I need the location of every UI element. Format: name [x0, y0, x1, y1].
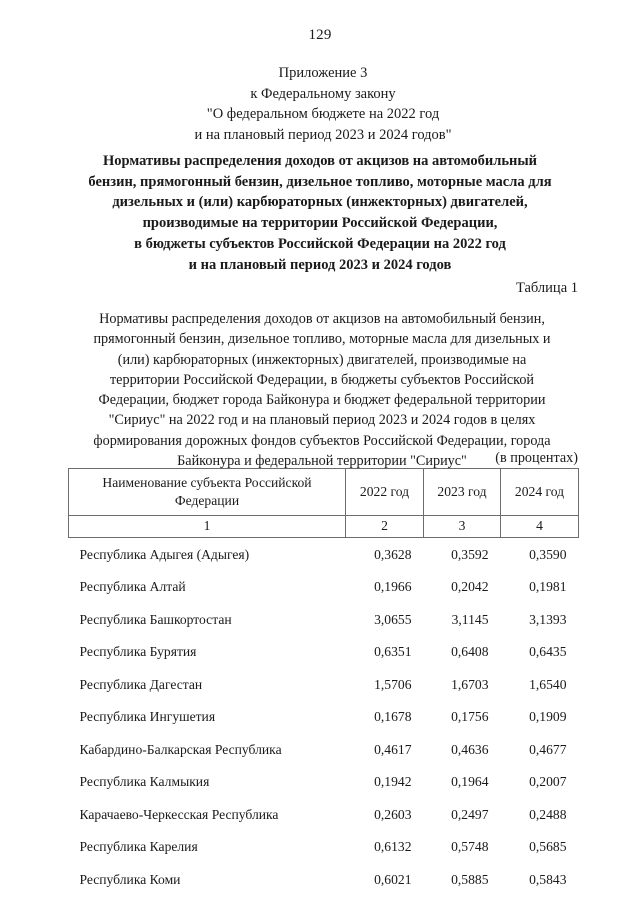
cell-y2024: 0,1909	[529, 709, 567, 724]
cell-y2023: 0,5885	[451, 871, 489, 887]
table-header	[69, 469, 579, 538]
paragraph-line: Нормативы распределения доходов от акцизов на автомобильный бензин,	[99, 311, 545, 327]
table-row	[69, 538, 579, 571]
heading-line: в бюджеты субъектов Российской Федерации на 2022 год	[134, 235, 506, 252]
reference-line: Приложение 3	[278, 65, 368, 81]
cell-y2024: 0,5685	[529, 839, 567, 854]
cell-y2024: 0,4677	[529, 741, 567, 757]
table-label: Таблица 1	[515, 280, 578, 296]
cell-subject: Республика Коми	[79, 871, 181, 887]
cell-y2023: 0,4636	[451, 741, 489, 757]
column-number-1: 1	[69, 516, 346, 538]
cell-y2023: 0,2042	[451, 579, 489, 594]
lead-paragraph	[72, 309, 572, 471]
cell-y2022: 0,1678	[374, 709, 412, 724]
paragraph-line: Федерации, бюджет города Байконура и бюджет федеральной территории	[98, 392, 546, 409]
column-header-2023: 2023 год	[424, 469, 501, 516]
cell-subject: Карачаево-Черкесская Республика	[79, 806, 279, 822]
table-row	[69, 571, 579, 604]
cell-y2023: 3,1145	[451, 611, 489, 627]
cell-y2022: 0,1942	[374, 774, 412, 789]
heading-line: Нормативы распределения доходов от акцизов на автомобильный	[102, 153, 538, 169]
cell-y2023: 1,6703	[451, 676, 489, 692]
paragraph-line: "Сириус" на 2022 год и на плановый период 2023 и 2024 годов в целях	[108, 412, 536, 429]
cell-y2022: 0,1966	[374, 579, 412, 594]
cell-y2024: 0,2488	[529, 806, 567, 822]
reference-block	[68, 63, 578, 145]
reference-line: к Федеральному закону	[250, 85, 396, 102]
heading-line: бензин, прямогонный бензин, дизельное топливо, моторные масла для	[88, 173, 552, 190]
cell-y2023: 0,5748	[451, 839, 489, 854]
table-header-row	[69, 469, 579, 516]
column-number-3: 3	[424, 516, 501, 538]
heading-line: и на плановый период 2023 и 2024 годов	[188, 256, 452, 273]
column-number-4: 4	[501, 516, 579, 538]
table-row	[69, 733, 579, 766]
paragraph-line: (или) карбюраторных (инжекторных) двигателей, производимые на	[117, 351, 527, 368]
table-body	[69, 538, 579, 896]
page-number: 129	[308, 27, 332, 43]
cell-subject: Республика Калмыкия	[79, 774, 210, 789]
table-row	[69, 701, 579, 734]
cell-y2022: 0,6132	[374, 839, 412, 854]
cell-y2024: 0,1981	[529, 579, 567, 594]
cell-subject: Республика Карелия	[79, 839, 198, 854]
cell-subject: Кабардино-Балкарская Республика	[79, 741, 282, 757]
table-row	[69, 798, 579, 831]
cell-y2024: 0,3590	[529, 546, 567, 562]
cell-subject: Республика Ингушетия	[79, 709, 216, 724]
table-row	[69, 603, 579, 636]
cell-y2023: 0,3592	[451, 546, 489, 562]
cell-y2022: 0,3628	[374, 546, 412, 562]
column-header-subject: Наименование субъекта Российской Федерации	[69, 469, 346, 516]
table-row	[69, 636, 579, 669]
cell-y2022: 0,2603	[374, 806, 412, 822]
cell-y2024: 0,6435	[529, 644, 567, 659]
paragraph-line: территории Российской Федерации, в бюджеты субъектов Российской	[109, 371, 534, 388]
table-row	[69, 668, 579, 701]
cell-y2023: 0,1756	[451, 709, 489, 724]
cell-y2022: 0,4617	[374, 741, 412, 757]
cell-y2023: 0,6408	[451, 644, 489, 659]
cell-y2022: 0,6021	[374, 871, 412, 887]
column-number-2: 2	[346, 516, 424, 538]
cell-y2022: 0,6351	[374, 644, 412, 659]
cell-y2023: 0,1964	[451, 774, 489, 789]
table-row	[69, 831, 579, 864]
column-header-2022: 2022 год	[346, 469, 424, 516]
cell-subject: Республика Башкортостан	[79, 611, 232, 627]
column-header-2024: 2024 год	[501, 469, 579, 516]
paragraph-line: формирования дорожных фондов субъектов Российской Федерации, города	[93, 432, 551, 449]
cell-y2022: 3,0655	[374, 611, 412, 627]
distribution-norms-table	[68, 468, 579, 896]
cell-y2024: 0,5843	[529, 871, 567, 887]
paragraph-line: Байконура и федеральной территории "Сириус"	[177, 453, 467, 470]
cell-subject: Республика Алтай	[79, 579, 186, 594]
cell-y2023: 0,2497	[451, 806, 489, 822]
cell-y2024: 3,1393	[529, 611, 567, 627]
cell-subject: Республика Дагестан	[79, 676, 203, 692]
paragraph-line: прямогонный бензин, дизельное топливо, моторные масла для дизельных и	[93, 331, 551, 348]
cell-y2024: 0,2007	[529, 774, 567, 789]
cell-y2024: 1,6540	[529, 676, 567, 692]
cell-subject: Республика Адыгея (Адыгея)	[79, 546, 250, 562]
cell-y2022: 1,5706	[374, 676, 412, 692]
cell-subject: Республика Бурятия	[79, 644, 197, 659]
heading-line: дизельных и (или) карбюраторных (инжекторных) двигателей,	[112, 194, 528, 211]
units-note: (в процентах)	[495, 450, 578, 466]
table-column-numbering-row	[69, 516, 579, 538]
heading-line: производимые на территории Российской Федерации,	[142, 215, 498, 232]
document-heading	[58, 151, 582, 275]
reference-line: и на плановый период 2023 и 2024 годов"	[194, 126, 452, 143]
reference-line: "О федеральном бюджете на 2022 год	[206, 106, 440, 122]
table-row	[69, 863, 579, 896]
table-row	[69, 766, 579, 799]
